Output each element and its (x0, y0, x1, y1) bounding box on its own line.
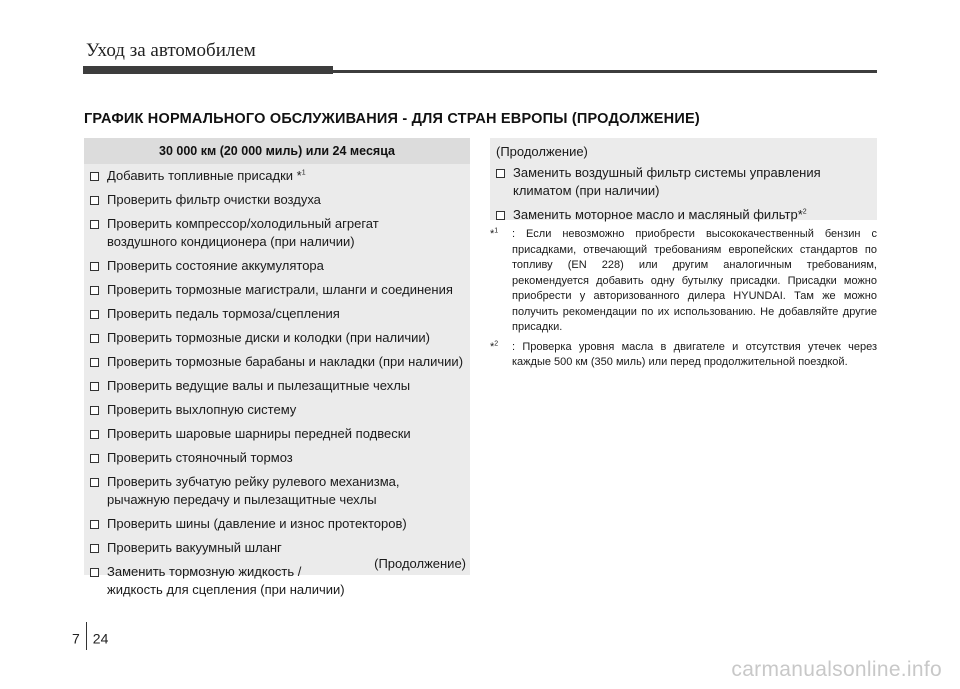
checklist-item-text: Проверить состояние аккумулятора (107, 258, 324, 273)
page-number (72, 626, 108, 654)
checkbox-icon (90, 220, 99, 229)
checklist-item-text: Проверить стояночный тормоз (107, 450, 293, 465)
watermark: carmanualsonline.info (731, 658, 942, 681)
checkbox-icon (90, 430, 99, 439)
checklist-item-text-line2: климатом (при наличии) (513, 183, 660, 198)
checklist-item-text-line2: воздушного кондиционера (при наличии) (107, 234, 355, 249)
footnote-star: * (490, 340, 495, 353)
footnotes (490, 227, 877, 375)
footnote (490, 227, 877, 336)
checklist-item (495, 206, 877, 224)
section-title: ГРАФИК НОРМАЛЬНОГО ОБСЛУЖИВАНИЯ - ДЛЯ СТРАН ЕВРОПЫ (ПРОДОЛЖЕНИЕ) (84, 111, 700, 127)
footnote (490, 340, 877, 371)
checkbox-icon (90, 478, 99, 487)
checklist-item-text: Проверить выхлопную систему (107, 402, 297, 417)
footnote-ref: 2 (802, 208, 807, 216)
checklist-item (89, 257, 470, 275)
checklist-item-text: Проверить шины (давление и износ протекторов) (107, 516, 407, 531)
checklist-item-text: Заменить тормозную жидкость / (107, 564, 302, 579)
checklist-item-text: Проверить тормозные магистрали, шланги и соединения (107, 282, 453, 297)
checkbox-icon (496, 169, 505, 178)
checklist-item (89, 377, 470, 395)
checklist-item-text: Заменить воздушный фильтр системы управления (513, 165, 821, 180)
checklist-item-text-line2: рычажную передачу и пылезащитные чехлы (107, 492, 377, 507)
checkbox-icon (90, 406, 99, 415)
checklist-item-text: Заменить моторное масло и масляный фильтр* (513, 207, 803, 222)
checkbox-icon (90, 520, 99, 529)
footnote-text: : Проверка уровня масла в двигателе и отсутствия утечек через каждые 500 км (350 миль) или перед продолжительной поездкой. (512, 340, 877, 368)
checkbox-icon (90, 568, 99, 577)
checklist-item-text: Проверить шаровые шарниры передней подвески (107, 426, 411, 441)
checkbox-icon (90, 196, 99, 205)
right-continued: (Продолжение) (496, 144, 588, 159)
checklist-item (89, 191, 470, 209)
checkbox-icon (90, 382, 99, 391)
checklist-item (89, 473, 470, 509)
checkbox-icon (90, 262, 99, 271)
header-rule-thick (83, 66, 333, 74)
checkbox-icon (90, 286, 99, 295)
checkbox-icon (90, 544, 99, 553)
checklist-item (89, 305, 470, 323)
checklist-item (89, 515, 470, 533)
checkbox-icon (90, 454, 99, 463)
checklist-item-text-line2: жидкость для сцепления (при наличии) (107, 582, 345, 597)
left-panel-heading: 30 000 км (20 000 миль) или 24 месяца (84, 138, 470, 164)
checklist-item-text: Проверить зубчатую рейку рулевого механизма, (107, 474, 400, 489)
checklist-item (89, 215, 470, 251)
checklist-item-text: Проверить фильтр очистки воздуха (107, 192, 321, 207)
left-checklist (84, 164, 470, 599)
checklist-item (89, 539, 470, 557)
left-panel (84, 138, 470, 597)
footnote-ref: 1 (301, 169, 306, 177)
checklist-item (89, 425, 470, 443)
checklist-item-text: Проверить компрессор/холодильный агрегат (107, 216, 379, 231)
checklist-item (89, 167, 470, 185)
footnote-star: * (490, 228, 495, 240)
page-number-divider (86, 622, 87, 650)
checklist-item-text: Проверить тормозные диски и колодки (при наличии) (107, 330, 430, 345)
checklist-item-text: Добавить топливные присадки * (107, 168, 302, 183)
header-title: Уход за автомобилем (86, 40, 256, 61)
right-checklist (490, 161, 877, 224)
checklist-item-text: Проверить педаль тормоза/сцепления (107, 306, 340, 321)
checkbox-icon (90, 172, 99, 181)
footnote-number: 2 (494, 339, 499, 347)
checklist-item-text: Проверить тормозные барабаны и накладки (при наличии) (107, 354, 464, 369)
checkbox-icon (90, 310, 99, 319)
checkbox-icon (90, 334, 99, 343)
checklist-item (89, 449, 470, 467)
checklist-item-text: Проверить вакуумный шланг (107, 540, 282, 555)
checkbox-icon (90, 358, 99, 367)
chapter-number: 7 (72, 630, 80, 647)
header-rule-thin (333, 70, 877, 73)
checklist-item (89, 281, 470, 299)
checkbox-icon (496, 211, 505, 220)
checklist-item (495, 164, 877, 200)
right-panel (490, 138, 877, 220)
checklist-item (89, 329, 470, 347)
footnote-mark (490, 227, 498, 243)
left-continued: (Продолжение) (374, 556, 466, 571)
checklist-item (89, 353, 470, 371)
page-index: 24 (92, 630, 109, 647)
footnote-mark (490, 340, 498, 356)
checklist-item-text: Проверить ведущие валы и пылезащитные чехлы (107, 378, 411, 393)
checklist-item (89, 401, 470, 419)
footnote-number: 1 (494, 227, 499, 235)
footnote-text: : Если невозможно приобрести высококачественный бензин с присадками, отвечающий требованиям европейских стандартов по топливу (EN 228) или другим аналогичным требованиям, рекомендуется добавить одну бутылку присадки. Присадки можно приобрести у авторизованного дилера HYUNDAI. Там же можно получить рекомендации по их использованию. Не добавляйте другие присадки. (512, 228, 877, 333)
